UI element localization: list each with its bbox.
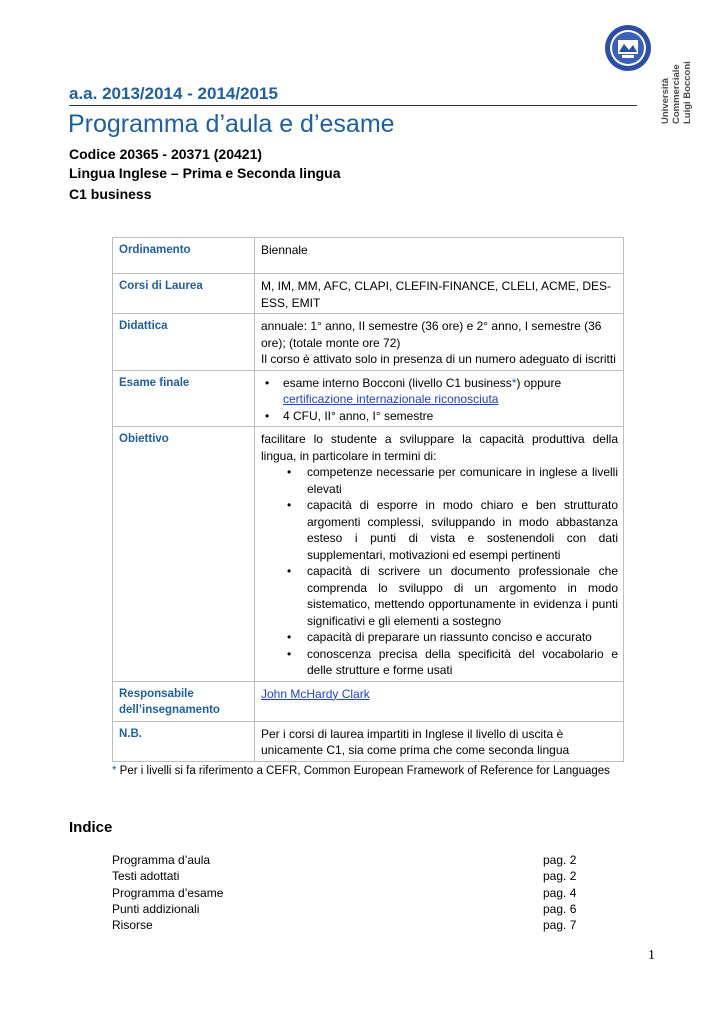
index-entry-name: Testi adottati [112, 869, 180, 883]
exam-text-end: ) oppure [516, 375, 562, 390]
row-value [255, 681, 624, 721]
exam-text: esame interno Bocconi (livello C1 business [283, 375, 512, 390]
index-entry-name: Programma d’aula [112, 853, 211, 867]
row-label-line2: dell’insegnamento [119, 704, 220, 716]
index-entry[interactable] [112, 902, 578, 916]
header-divider [69, 105, 637, 106]
index-entry-page: pag. 6 [543, 902, 577, 916]
row-value [255, 427, 624, 682]
index-entry[interactable] [112, 869, 578, 883]
index-entry[interactable] [112, 853, 578, 867]
course-name: Lingua Inglese – Prima e Seconda lingua [69, 165, 341, 181]
table-row-obiettivo [113, 427, 624, 682]
row-label: Didattica [113, 314, 255, 371]
row-label: Obiettivo [113, 427, 255, 682]
index-entry-page: pag. 7 [543, 918, 577, 932]
university-name [660, 28, 720, 124]
footnote-marker: * [511, 375, 517, 390]
university-name-line1: Università Commerciale [660, 64, 682, 124]
university-name-line2: Luigi Bocconi [682, 61, 693, 124]
row-value [255, 370, 624, 427]
list-item: • competenze necessarie per comunicare in inglese a livelli elevati [261, 464, 618, 497]
row-label: Ordinamento [113, 238, 255, 274]
index-entry-page: pag. 2 [543, 869, 577, 883]
certification-link[interactable]: certificazione internazionale riconosciuta [283, 392, 499, 406]
university-seal-logo [604, 24, 652, 72]
footnote [112, 765, 610, 777]
list-item: • capacità di esporre in modo chiaro e ben strutturato argomenti complessi, sviluppando in modo abbastanza esteso i punti di vista e sostenendoli con dati supplementari, motivazioni ed esempi pertinenti [261, 497, 618, 563]
table-row-esame [113, 370, 624, 427]
footnote-marker: * [112, 765, 117, 777]
row-value: M, IM, MM, AFC, CLAPI, CLEFIN-FINANCE, CLELI, ACME, DES-ESS, EMIT [255, 274, 624, 314]
instructor-link[interactable]: John McHardy Clark [261, 686, 370, 701]
list-item: • conoscenza precisa della specificità del vocabolario e delle strutture e forme usati [261, 646, 618, 679]
index-entry-page: pag. 4 [543, 886, 577, 900]
index-entry[interactable] [112, 918, 578, 932]
academic-year: a.a. 2013/2014 - 2014/2015 [69, 84, 278, 103]
footnote-text: Per i livelli si fa riferimento a CEFR, Common European Framework of Reference for Languages [116, 765, 610, 777]
table-row-nb [113, 721, 624, 761]
table-row-corsi [113, 274, 624, 314]
list-item: • capacità di preparare un riassunto conciso e accurato [261, 629, 618, 646]
index-heading: Indice [69, 819, 113, 836]
course-code: Codice 20365 - 20371 (20421) [69, 146, 263, 162]
row-label: Corsi di Laurea [113, 274, 255, 314]
table-row-ordinamento [113, 238, 624, 274]
row-label [113, 681, 255, 721]
didattica-line2: Il corso è attivato solo in presenza di un numero adeguato di iscritti [261, 352, 616, 366]
list-item: • capacità di scrivere un documento professionale che comprenda lo sviluppo di un argomento in modo sistematico, mettendo opportunamente in evidenza i punti significativi e gli elementi a sostegno [261, 563, 618, 629]
row-label: Esame finale [113, 370, 255, 427]
row-value: Per i corsi di laurea impartiti in Inglese il livello di uscita è unicamente C1, sia come prima che come seconda lingua [255, 721, 624, 761]
row-label: N.B. [113, 721, 255, 761]
list-item [261, 375, 618, 408]
index-entry-name: Risorse [112, 918, 153, 932]
row-value: Biennale [255, 238, 624, 274]
table-row-responsabile [113, 681, 624, 721]
page-title: Programma d’aula e d’esame [68, 110, 395, 138]
index-entry-name: Programma d’esame [112, 886, 224, 900]
page-number: 1 [648, 948, 655, 963]
list-item: • 4 CFU, II° anno, I° semestre [261, 408, 618, 425]
course-level: C1 business [69, 186, 152, 202]
index-entry-name: Punti addizionali [112, 902, 200, 916]
index-entry[interactable] [112, 886, 578, 900]
didattica-line1: annuale: 1° anno, II semestre (36 ore) e 2° anno, I semestre (36 ore); (totale monte ore 72) [261, 319, 602, 350]
index-entry-page: pag. 2 [543, 853, 577, 867]
row-value [255, 314, 624, 371]
objective-intro: facilitare lo studente a sviluppare la capacità produttiva della lingua, in particolare in termini di: [261, 432, 618, 463]
course-info-table [112, 237, 624, 762]
table-row-didattica [113, 314, 624, 371]
row-label-line1: Responsabile [119, 687, 194, 700]
